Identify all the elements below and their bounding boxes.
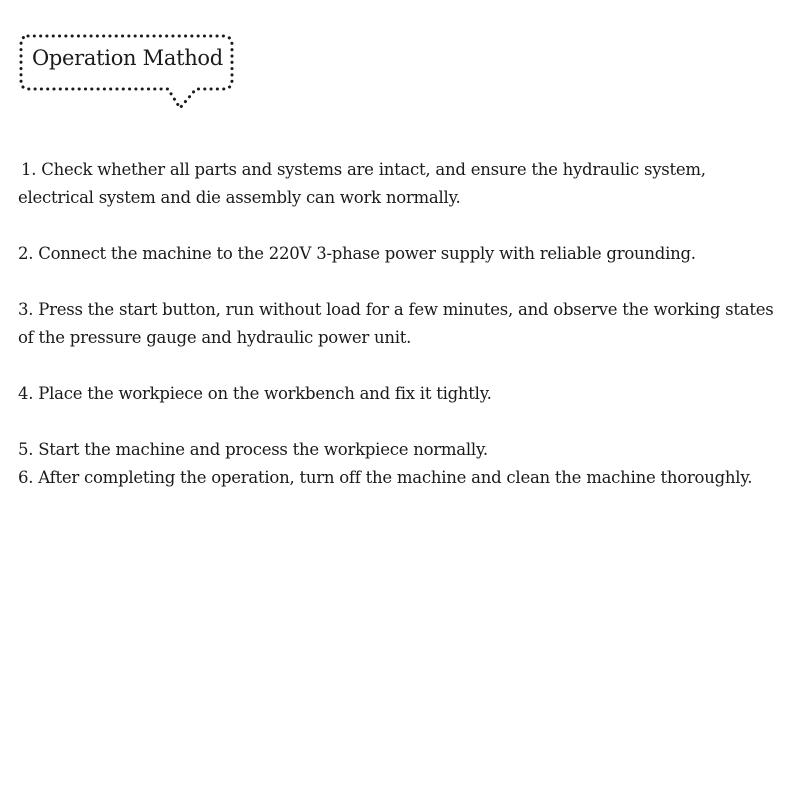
section-heading-bubble xyxy=(18,30,238,116)
step-2: 2. Connect the machine to the 220V 3-phase power supply with reliable grounding. xyxy=(18,244,696,263)
page-title: Operation Mathod xyxy=(32,46,223,70)
speech-bubble-border xyxy=(18,30,238,116)
step-6: 6. After completing the operation, turn off the machine and clean the machine thoroughly. xyxy=(18,468,753,487)
step-5: 5. Start the machine and process the workpiece normally. xyxy=(18,440,488,459)
step-1: 1. Check whether all parts and systems are intact, and ensure the hydraulic system, electrical system and die assembly can work normally. xyxy=(18,160,706,207)
step-4: 4. Place the workpiece on the workbench and fix it tightly. xyxy=(18,384,492,403)
operation-steps xyxy=(18,156,782,492)
step-3: 3. Press the start button, run without load for a few minutes, and observe the working states of the pressure gauge and hydraulic power unit. xyxy=(18,300,774,347)
